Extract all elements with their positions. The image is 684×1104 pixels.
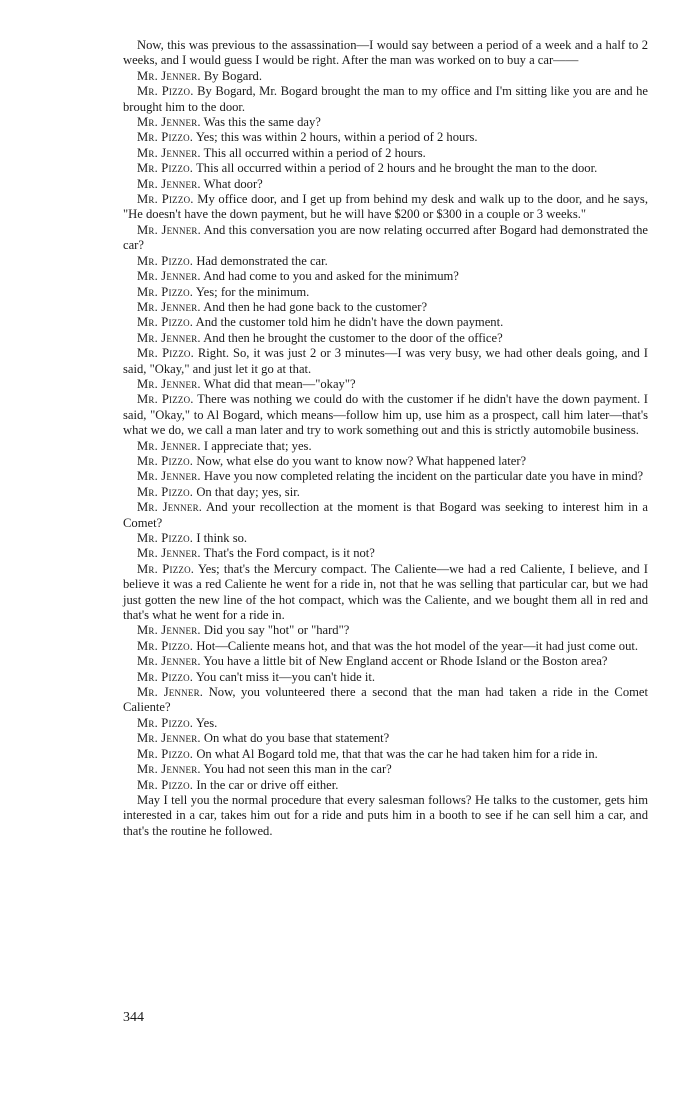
paragraph-text: And then he had gone back to the customer? bbox=[203, 299, 428, 314]
paragraph-text: This all occurred within a period of 2 hours. bbox=[203, 145, 426, 160]
paragraph-text: Now, this was previous to the assassination—I would say between a period of a week and a half to 2 weeks, and I would guess I would be right. After the man was worked on to buy a car—— bbox=[123, 38, 648, 68]
speaker-label: Mr. Jenner. bbox=[137, 762, 201, 777]
speaker-label: Mr. Jenner. bbox=[137, 330, 201, 345]
paragraph-text: And had come to you and asked for the minimum? bbox=[203, 269, 459, 284]
transcript-paragraph bbox=[123, 747, 648, 762]
speaker-label: Mr. Pizzo. bbox=[137, 253, 194, 268]
transcript-paragraph bbox=[123, 346, 648, 377]
transcript-paragraph bbox=[123, 38, 648, 69]
transcript-paragraph bbox=[123, 300, 648, 315]
paragraph-text: Yes; for the minimum. bbox=[195, 284, 310, 299]
speaker-label: Mr. Jenner. bbox=[137, 299, 201, 314]
paragraph-text: By Bogard, Mr. Bogard brought the man to my office and I'm sitting like you are and he brought him to the door. bbox=[123, 84, 648, 114]
paragraph-text: By Bogard. bbox=[203, 68, 262, 83]
page-number: 344 bbox=[123, 1010, 144, 1025]
paragraph-text: Hot—Caliente means hot, and that was the hot model of the year—it had just come out. bbox=[196, 638, 639, 653]
transcript-paragraph bbox=[123, 793, 648, 839]
transcript-paragraph bbox=[123, 146, 648, 161]
speaker-label: Mr. Pizzo. bbox=[137, 453, 194, 468]
transcript-paragraph bbox=[123, 161, 648, 176]
speaker-label: Mr. Jenner. bbox=[137, 68, 201, 83]
paragraph-text: Right. So, it was just 2 or 3 minutes—I was very busy, we had other deals going, and I said, "Okay," and just let it go at that. bbox=[123, 346, 648, 376]
speaker-label: Mr. Jenner. bbox=[137, 469, 201, 484]
speaker-label: Mr. Pizzo. bbox=[137, 192, 194, 207]
paragraph-text: And then he brought the customer to the door of the office? bbox=[203, 330, 503, 345]
paragraph-text: That's the Ford compact, is it not? bbox=[203, 546, 375, 561]
paragraph-text: Have you now completed relating the incident on the particular date you have in mind? bbox=[203, 469, 644, 484]
speaker-label: Mr. Pizzo. bbox=[137, 346, 194, 361]
transcript-paragraph bbox=[123, 685, 648, 716]
transcript-body bbox=[123, 38, 648, 839]
transcript-paragraph bbox=[123, 115, 648, 130]
paragraph-text: Yes; that's the Mercury compact. The Caliente—we had a red Caliente, I believe, and I believe it was a red Caliente he went for a ride in, not that he was selling that particular car, but we had just gotten the new line of the hot compact, which was the Caliente, and we bought them all in red and that's what he went for a ride in. bbox=[123, 561, 648, 623]
speaker-label: Mr. Jenner. bbox=[137, 376, 201, 391]
paragraph-text: And the customer told him he didn't have the down payment. bbox=[195, 315, 504, 330]
transcript-paragraph bbox=[123, 377, 648, 392]
speaker-label: Mr. Pizzo. bbox=[137, 561, 195, 576]
transcript-paragraph bbox=[123, 531, 648, 546]
speaker-label: Mr. Pizzo. bbox=[137, 130, 194, 145]
paragraph-text: My office door, and I get up from behind my desk and walk up to the door, and he says, "He doesn't have the down payment, but he will have $200 or $300 in a couple or 3 weeks." bbox=[123, 192, 648, 222]
transcript-paragraph bbox=[123, 670, 648, 685]
speaker-label: Mr. Jenner. bbox=[137, 438, 201, 453]
transcript-paragraph bbox=[123, 439, 648, 454]
speaker-label: Mr. Pizzo. bbox=[137, 484, 194, 499]
speaker-label: Mr. Jenner. bbox=[137, 269, 201, 284]
speaker-label: Mr. Pizzo. bbox=[137, 669, 194, 684]
paragraph-text: Now, what else do you want to know now? What happened later? bbox=[196, 453, 527, 468]
speaker-label: Mr. Pizzo. bbox=[137, 84, 194, 99]
speaker-label: Mr. Jenner. bbox=[137, 115, 201, 130]
paragraph-text: Now, you volunteered there a second that the man had taken a ride in the Comet Caliente? bbox=[123, 685, 648, 715]
transcript-paragraph bbox=[123, 454, 648, 469]
paragraph-text: And this conversation you are now relating occurred after Bogard had demonstrated the car? bbox=[123, 222, 648, 253]
paragraph-text: This all occurred within a period of 2 hours and he brought the man to the door. bbox=[196, 161, 598, 176]
paragraph-text: Yes; this was within 2 hours, within a period of 2 hours. bbox=[195, 130, 478, 145]
speaker-label: Mr. Jenner. bbox=[137, 654, 201, 669]
paragraph-text: In the car or drive off either. bbox=[196, 777, 339, 792]
transcript-paragraph bbox=[123, 623, 648, 638]
transcript-paragraph bbox=[123, 562, 648, 624]
transcript-paragraph bbox=[123, 285, 648, 300]
paragraph-text: You have a little bit of New England accent or Rhode Island or the Boston area? bbox=[203, 654, 608, 669]
transcript-paragraph bbox=[123, 192, 648, 223]
transcript-paragraph bbox=[123, 331, 648, 346]
speaker-label: Mr. Pizzo. bbox=[137, 392, 194, 407]
speaker-label: Mr. Pizzo. bbox=[137, 531, 194, 545]
speaker-label: Mr. Jenner. bbox=[137, 546, 201, 561]
transcript-paragraph bbox=[123, 315, 648, 330]
paragraph-text: And your recollection at the moment is that Bogard was seeking to interest him in a Comet? bbox=[123, 500, 648, 530]
speaker-label: Mr. Pizzo. bbox=[137, 777, 194, 792]
speaker-label: Mr. Pizzo. bbox=[137, 715, 194, 730]
transcript-paragraph bbox=[123, 392, 648, 438]
paragraph-text: You can't miss it—you can't hide it. bbox=[195, 669, 376, 684]
speaker-label: Mr. Jenner. bbox=[137, 222, 201, 237]
paragraph-text: Did you say "hot" or "hard"? bbox=[203, 623, 350, 638]
speaker-label: Mr. Pizzo. bbox=[137, 746, 194, 761]
transcript-paragraph bbox=[123, 69, 648, 84]
transcript-paragraph bbox=[123, 223, 648, 254]
paragraph-text: You had not seen this man in the car? bbox=[203, 762, 392, 777]
paragraph-text: May I tell you the normal procedure that every salesman follows? He talks to the customer, gets him interested in a car, takes him out for a ride and puts him in a booth to see if he can sell him a car, and that's the routine he followed. bbox=[123, 792, 648, 838]
paragraph-text: Yes. bbox=[195, 715, 218, 730]
transcript-paragraph bbox=[123, 639, 648, 654]
paragraph-text: I think so. bbox=[196, 531, 248, 545]
speaker-label: Mr. Jenner. bbox=[137, 623, 201, 638]
paragraph-text: What door? bbox=[203, 176, 263, 191]
transcript-paragraph bbox=[123, 716, 648, 731]
paragraph-text: There was nothing we could do with the customer if he didn't have the down payment. I said, "Okay," to Al Bogard, which means—follow him up, use him as a prospect, call him later—that's what we do, we call a man later and try to work something out and this is strictly automobile business. bbox=[123, 392, 649, 438]
transcript-paragraph bbox=[123, 269, 648, 284]
transcript-paragraph bbox=[123, 500, 648, 531]
transcript-paragraph bbox=[123, 84, 648, 115]
paragraph-text: On what Al Bogard told me, that that was the car he had taken him for a ride in. bbox=[196, 746, 598, 761]
transcript-paragraph bbox=[123, 731, 648, 746]
speaker-label: Mr. Jenner. bbox=[137, 176, 201, 191]
transcript-paragraph bbox=[123, 546, 648, 561]
speaker-label: Mr. Pizzo. bbox=[137, 161, 194, 176]
speaker-label: Mr. Pizzo. bbox=[137, 284, 194, 299]
transcript-paragraph bbox=[123, 254, 648, 269]
paragraph-text: Had demonstrated the car. bbox=[196, 253, 328, 268]
paragraph-text: What did that mean—"okay"? bbox=[203, 376, 356, 391]
speaker-label: Mr. Jenner. bbox=[137, 731, 201, 746]
transcript-paragraph bbox=[123, 654, 648, 669]
transcript-paragraph bbox=[123, 778, 648, 793]
paragraph-text: On that day; yes, sir. bbox=[196, 484, 300, 499]
paragraph-text: I appreciate that; yes. bbox=[203, 438, 312, 453]
transcript-paragraph bbox=[123, 469, 648, 484]
speaker-label: Mr. Jenner. bbox=[137, 685, 204, 700]
transcript-paragraph bbox=[123, 762, 648, 777]
speaker-label: Mr. Jenner. bbox=[137, 500, 203, 515]
speaker-label: Mr. Jenner. bbox=[137, 145, 201, 160]
transcript-paragraph bbox=[123, 130, 648, 145]
transcript-paragraph bbox=[123, 485, 648, 500]
paragraph-text: On what do you base that statement? bbox=[203, 731, 390, 746]
speaker-label: Mr. Pizzo. bbox=[137, 315, 194, 330]
speaker-label: Mr. Pizzo. bbox=[137, 638, 194, 653]
transcript-paragraph bbox=[123, 177, 648, 192]
paragraph-text: Was this the same day? bbox=[203, 115, 321, 130]
